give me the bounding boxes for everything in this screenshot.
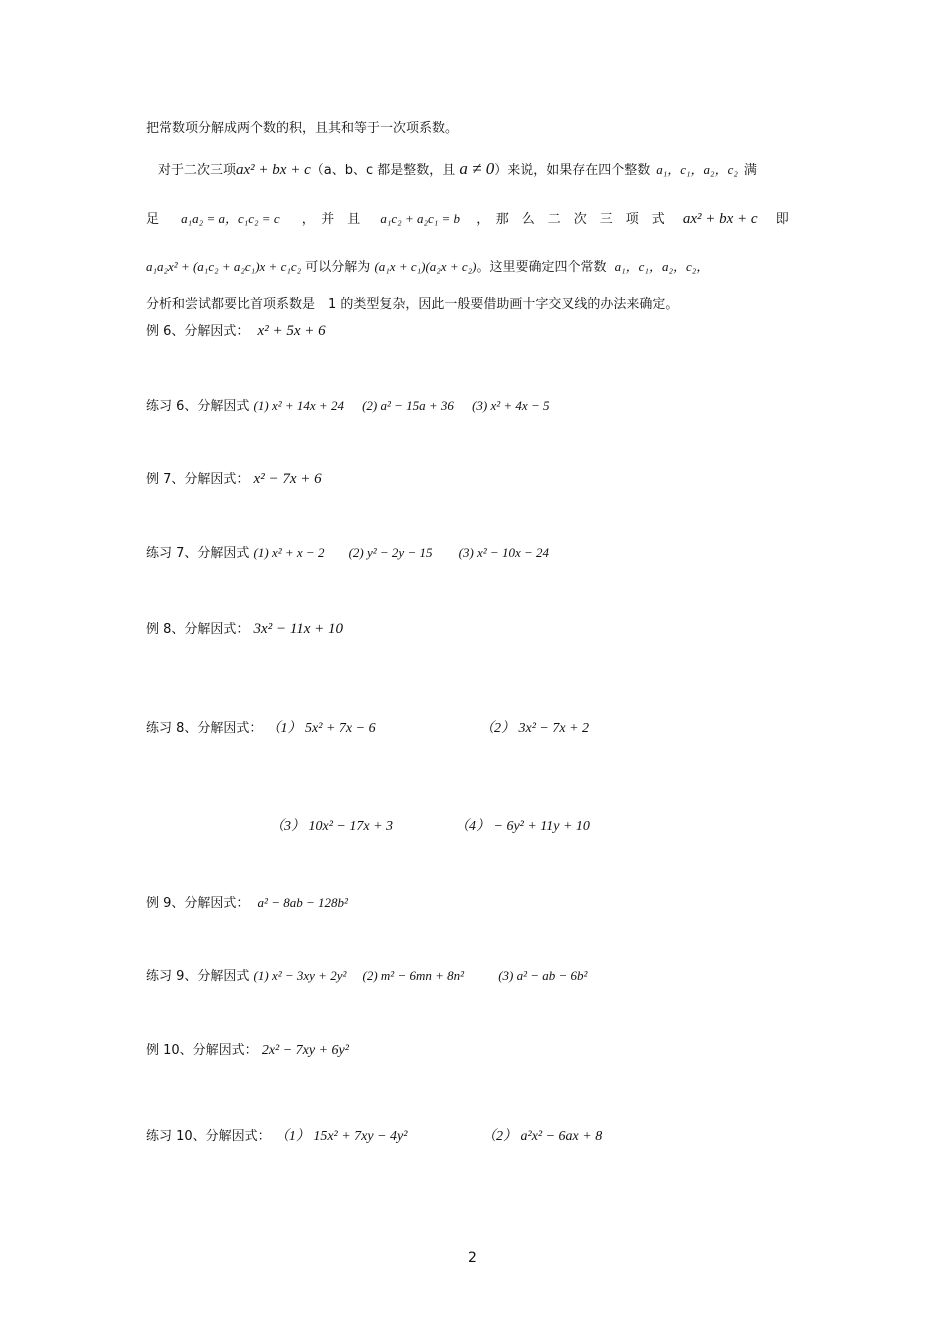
intro-text: 对于二次三项 <box>158 163 237 178</box>
math-expression: ax² + bx + c <box>236 162 311 178</box>
example-6 <box>146 322 326 341</box>
practice-10 <box>146 1128 407 1146</box>
page-number: 2 <box>468 1250 477 1266</box>
math-expression: (2) m² − 6mn + 8n² <box>362 968 465 983</box>
intro-text: （a、b、c 都是整数，且 <box>310 163 456 178</box>
item-label: 练习 6、分解因式 <box>146 399 250 414</box>
item-label: 例 7、分解因式： <box>146 472 250 487</box>
math-expression: (3) x² − 10x − 24 <box>458 545 549 560</box>
example-10 <box>146 1042 349 1060</box>
math-expression: (3) a² − ab − 6b² <box>498 968 588 983</box>
math-expression: a₁c₂ + a₂c₁ = b <box>380 211 461 226</box>
math-expression: a₁a₂x² + (a₁c₂ + a₂c₁)x + c₁c₂ <box>146 259 302 274</box>
item-label: 例 8、分解因式： <box>146 622 250 637</box>
intro-line-3 <box>146 210 789 229</box>
item-label: 练习 7、分解因式 <box>146 546 250 561</box>
math-expression: (2) a² − 15a + 36 <box>362 398 454 413</box>
math-expression: a₁，c₁，a₂，c₂， <box>614 259 710 274</box>
math-expression: a₁，c₁，a₂，c₂ <box>656 162 738 177</box>
example-7 <box>146 470 322 489</box>
item-label: 例 10、分解因式： <box>146 1043 258 1058</box>
math-expression: a² − 8ab − 128b² <box>257 895 348 910</box>
math-expression: 2x² − 7xy + 6y² <box>261 1043 349 1058</box>
intro-line-5: 分析和尝试都要比首项系数是 1 的类型复杂，因此一般要借助画十字交叉线的办法来确定。 <box>146 297 679 312</box>
intro-text: 即 <box>775 212 789 227</box>
intro-text: 。这里要确定四个常数 <box>476 260 607 275</box>
math-expression: x² + 5x + 6 <box>257 323 326 339</box>
math-expression: ax² + bx + c <box>682 211 758 227</box>
math-expression: （1） 15x² + 7xy − 4y² <box>274 1129 408 1144</box>
item-label: 练习 9、分解因式 <box>146 969 250 984</box>
math-expression: （3） 10x² − 17x + 3 <box>270 819 394 834</box>
math-expression: 3x² − 11x + 10 <box>253 621 343 637</box>
math-expression: (3) x² + 4x − 5 <box>472 398 550 413</box>
intro-text: 可以分解为 <box>305 260 371 275</box>
math-expression: (2) y² − 2y − 15 <box>348 545 433 560</box>
math-expression: （1） 5x² + 7x − 6 <box>266 721 376 736</box>
practice-8 <box>146 720 376 738</box>
practice-8-part-3 <box>270 818 393 836</box>
intro-line-2 <box>158 160 757 180</box>
math-expression: (1) x² − 3xy + 2y² <box>253 968 347 983</box>
intro-text: ）来说，如果存在四个整数 <box>494 163 651 178</box>
practice-8-part-4 <box>455 818 590 836</box>
math-expression: （4） − 6y² + 11y + 10 <box>455 819 590 834</box>
intro-line-4 <box>146 258 709 277</box>
practice-8-part-2 <box>480 720 589 738</box>
math-expression: （2） a²x² − 6ax + 8 <box>482 1129 603 1144</box>
example-9 <box>146 894 348 913</box>
intro-line-1: 把常数项分解成两个数的积，且其和等于一次项系数。 <box>146 121 459 136</box>
example-8 <box>146 620 343 639</box>
math-expression: a ≠ 0 <box>459 159 495 178</box>
practice-6 <box>146 397 549 416</box>
practice-10-part-2 <box>482 1128 602 1146</box>
math-expression: x² − 7x + 6 <box>253 471 322 487</box>
practice-9 <box>146 967 587 986</box>
intro-text: ， 并 且 <box>301 212 361 227</box>
intro-text: ， 那 么 二 次 三 项 式 <box>476 212 665 227</box>
item-label: 练习 10、分解因式： <box>146 1129 271 1144</box>
math-expression: a₁a₂ = a，c₁c₂ = c <box>181 211 280 226</box>
math-expression: （2） 3x² − 7x + 2 <box>480 721 590 736</box>
math-expression: (a₁x + c₁)(a₂x + c₂) <box>374 259 477 274</box>
practice-7 <box>146 544 549 563</box>
intro-text: 足 <box>146 212 160 227</box>
item-label: 练习 8、分解因式： <box>146 721 263 736</box>
item-label: 例 6、分解因式： <box>146 324 250 339</box>
math-expression: (1) x² + 14x + 24 <box>253 398 344 413</box>
item-label: 例 9、分解因式： <box>146 896 250 911</box>
math-expression: (1) x² + x − 2 <box>253 545 325 560</box>
intro-text: 满 <box>743 163 757 178</box>
